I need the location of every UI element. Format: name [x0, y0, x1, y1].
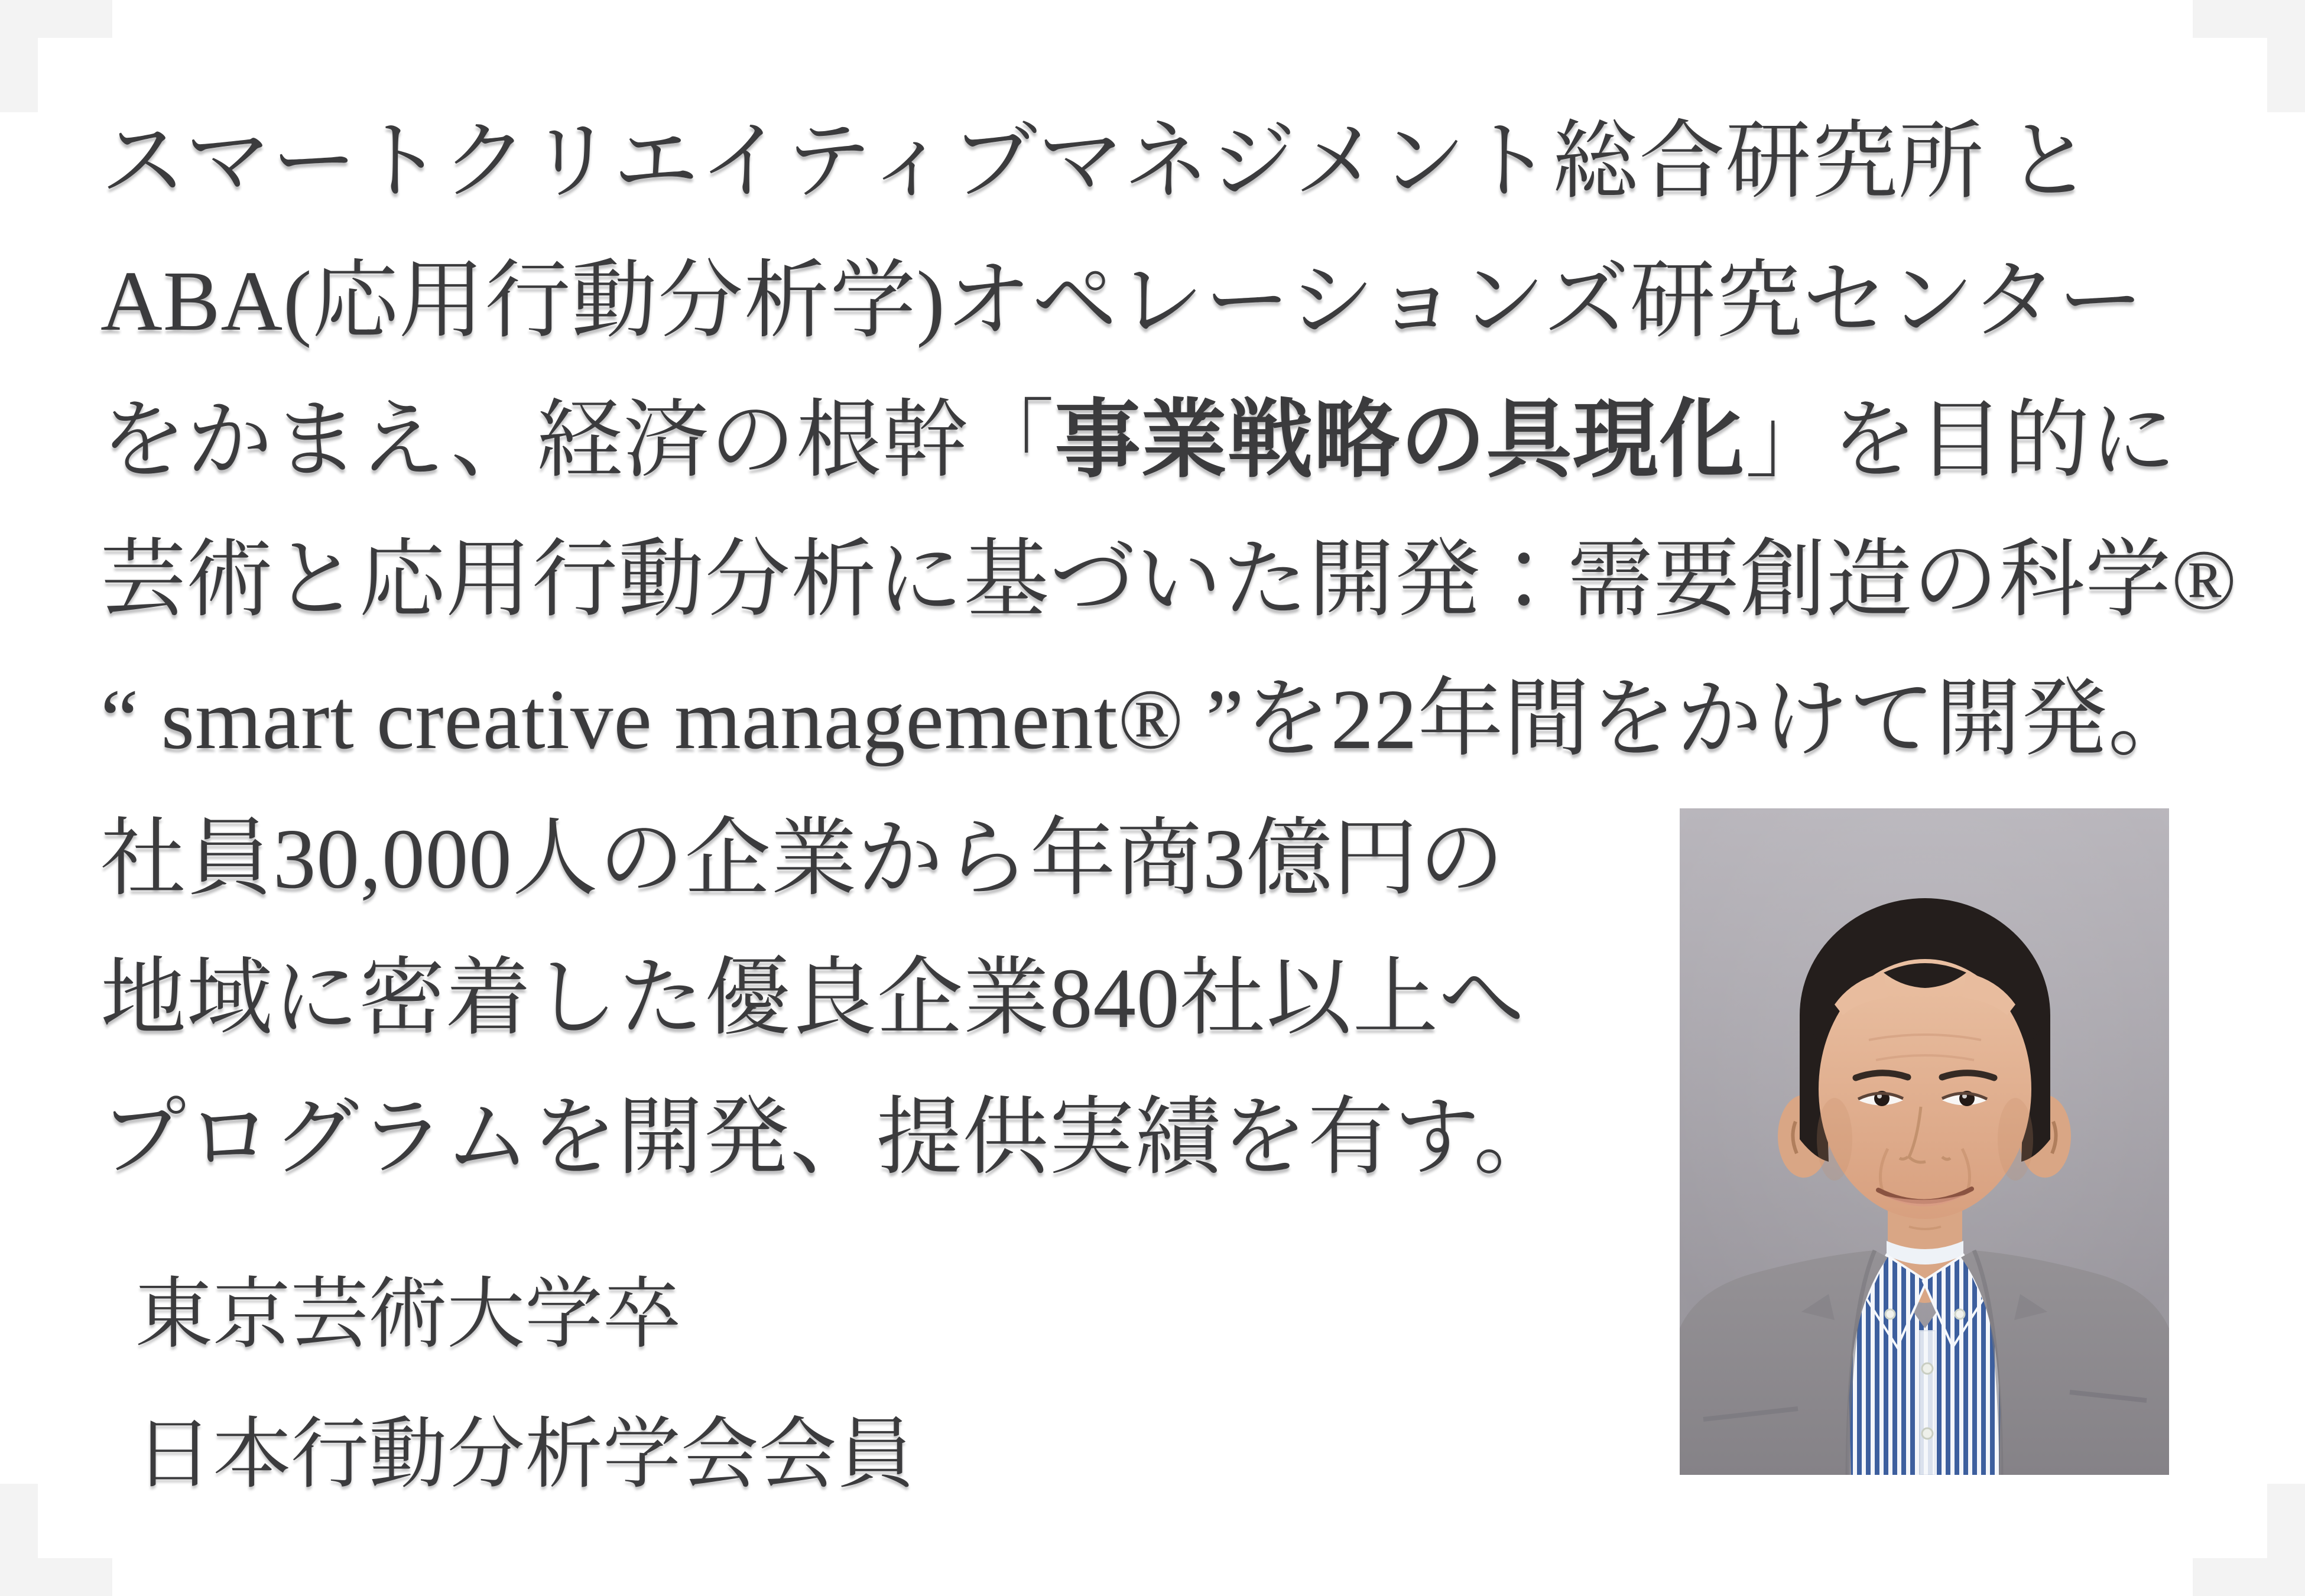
bio-line-3-prefix: をかまえ、経済の根幹「 [100, 394, 1055, 488]
credential-line-1: 東京芸術大学卒 [135, 1271, 681, 1358]
corner-mark-bottom-right [2193, 1484, 2305, 1596]
bio-line-3-suffix: 」を目的に [1745, 394, 2177, 488]
bio-line-6: 社員30,000人の企業から年商3億円の [100, 812, 1505, 906]
collar-button-right [1955, 1309, 1965, 1319]
bio-line-2: ABA(応用行動分析学)オペレーションズ研究センター [100, 254, 2144, 349]
shirt-button-1 [1922, 1363, 1933, 1374]
bio-line-7: 地域に密着した優良企業840社以上へ [100, 951, 1525, 1046]
shirt-button-2 [1922, 1428, 1933, 1439]
bio-line-1: スマートクリエイティブマネジメント総合研究所 と [100, 115, 2093, 209]
shirt-placket [1920, 1331, 1935, 1475]
bio-line-4: 芸術と応用行動分析に基づいた開発：需要創造の科学® [100, 533, 2238, 628]
credential-line-2: 日本行動分析学会会員 [135, 1411, 915, 1498]
collar-button-left [1885, 1309, 1895, 1319]
corner-mark-top-left [0, 0, 112, 112]
portrait-illustration [1680, 808, 2169, 1475]
corner-mark-bottom-left [0, 1484, 112, 1596]
face [1817, 959, 2033, 1219]
portrait-photo [1680, 808, 2169, 1475]
bio-line-8: プログラムを開発、提供実績を有す。 [100, 1091, 1560, 1185]
bio-line-3-bold: 事業戦略の具現化 [1054, 394, 1745, 488]
bio-line-3 [100, 371, 2237, 511]
bio-line-5: “ smart creative management® ”を22年間をかけて開発。 [100, 672, 2194, 767]
credentials-block [135, 1244, 915, 1525]
